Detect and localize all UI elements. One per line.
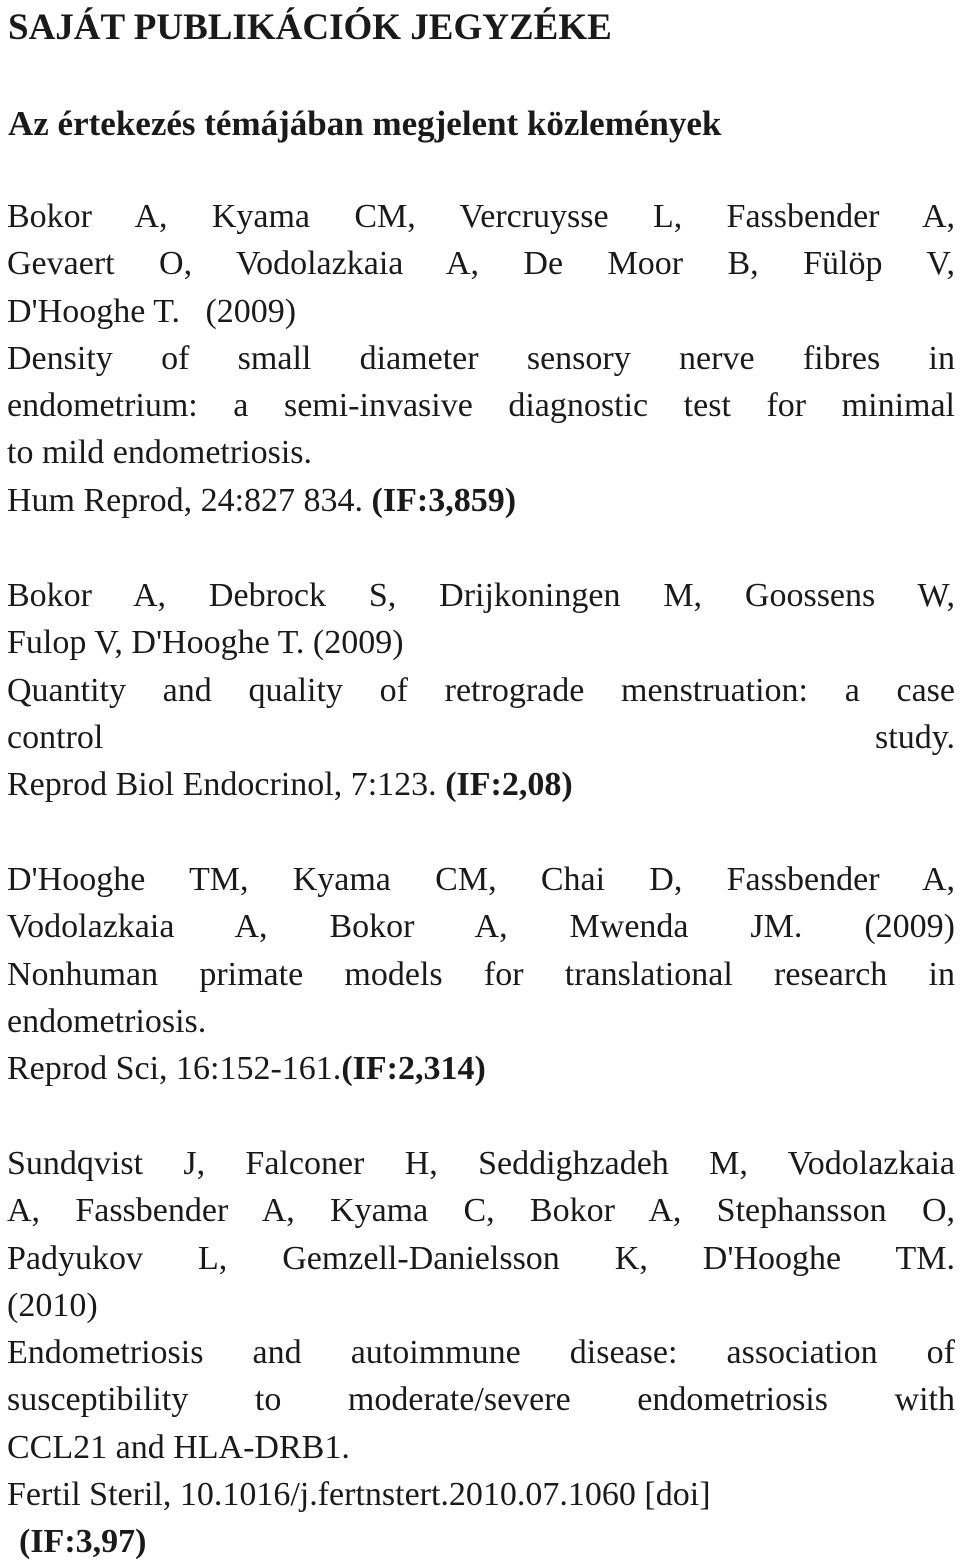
impact-factor-value: (IF:3,97): [19, 1523, 147, 1561]
publication-year: (2010): [7, 1286, 98, 1324]
journal-line: [7, 761, 955, 808]
impact-factor: (IF:2,08): [445, 766, 573, 804]
page-title: SAJÁT PUBLIKÁCIÓK JEGYZÉKE: [8, 7, 612, 48]
journal-citation: Reprod Biol Endocrinol, 7:123.: [7, 766, 437, 804]
title-line: susceptibility to moderate/severe endometriosis with: [7, 1381, 955, 1419]
journal-line: [7, 477, 955, 524]
publication-year: (2009): [312, 624, 404, 662]
authors-line: Bokor A, Debrock S, Drijkoningen M, Goossens W,: [7, 577, 955, 614]
title-line: control study.: [7, 718, 955, 756]
publication-year: (2009): [205, 292, 297, 330]
title-line: to mild endometriosis.: [7, 434, 313, 472]
title-line: Endometriosis and autoimmune disease: association of: [7, 1334, 955, 1372]
authors-line: D'Hooghe TM, Kyama CM, Chai D, Fassbender A,: [7, 861, 955, 898]
title-line: CCL21 and HLA-DRB1.: [7, 1428, 350, 1466]
authors-line: Vodolazkaia A, Bokor A, Mwenda JM.: [7, 908, 803, 946]
publication-entry: [7, 193, 955, 524]
publication-entry: [7, 856, 955, 1092]
impact-factor: (IF:3,859): [371, 481, 517, 519]
authors-year-line: [7, 288, 955, 335]
title-line: Quantity and quality of retrograde menstruation: a case: [7, 671, 955, 709]
title-line: endometrium: a semi-invasive diagnostic test for minimal: [7, 387, 955, 425]
authors-line: Fulop V, D'Hooghe T.: [7, 624, 305, 662]
impact-factor: (IF:2,314): [341, 1050, 486, 1088]
authors-line: A, Fassbender A, Kyama C, Bokor A, Stephansson O,: [7, 1192, 955, 1230]
authors-line: Padyukov L, Gemzell-Danielsson K, D'Hooghe TM.: [7, 1239, 955, 1277]
title-line: endometriosis.: [7, 1002, 207, 1040]
publication-entry: [7, 572, 955, 808]
journal-citation: Fertil Steril, 10.1016/j.fertnstert.2010.07.1060 [doi]: [7, 1476, 711, 1514]
title-line: Density of small diameter sensory nerve fibres in: [7, 339, 955, 377]
journal-line: [7, 1045, 955, 1092]
publication-year: (2009): [864, 908, 955, 946]
journal-citation: Reprod Sci, 16:152-161.: [7, 1050, 342, 1088]
authors-line: Gevaert O, Vodolazkaia A, De Moor B, Fülöp V,: [7, 245, 955, 283]
section-heading: Az értekezés témájában megjelent közlemények: [8, 104, 722, 143]
authors-line: Sundqvist J, Falconer H, Seddighzadeh M, Vodolazkaia: [7, 1145, 955, 1182]
authors-line: D'Hooghe T.: [7, 292, 180, 330]
title-line: Nonhuman primate models for translational research in: [7, 955, 955, 993]
journal-citation: Hum Reprod, 24:827 834.: [7, 481, 364, 519]
authors-year-line: [7, 619, 955, 666]
authors-year-line: [7, 903, 955, 950]
publication-entry: [7, 1140, 955, 1566]
authors-line: Bokor A, Kyama CM, Vercruysse L, Fassbender A,: [7, 198, 955, 235]
impact-factor: [7, 1518, 955, 1565]
